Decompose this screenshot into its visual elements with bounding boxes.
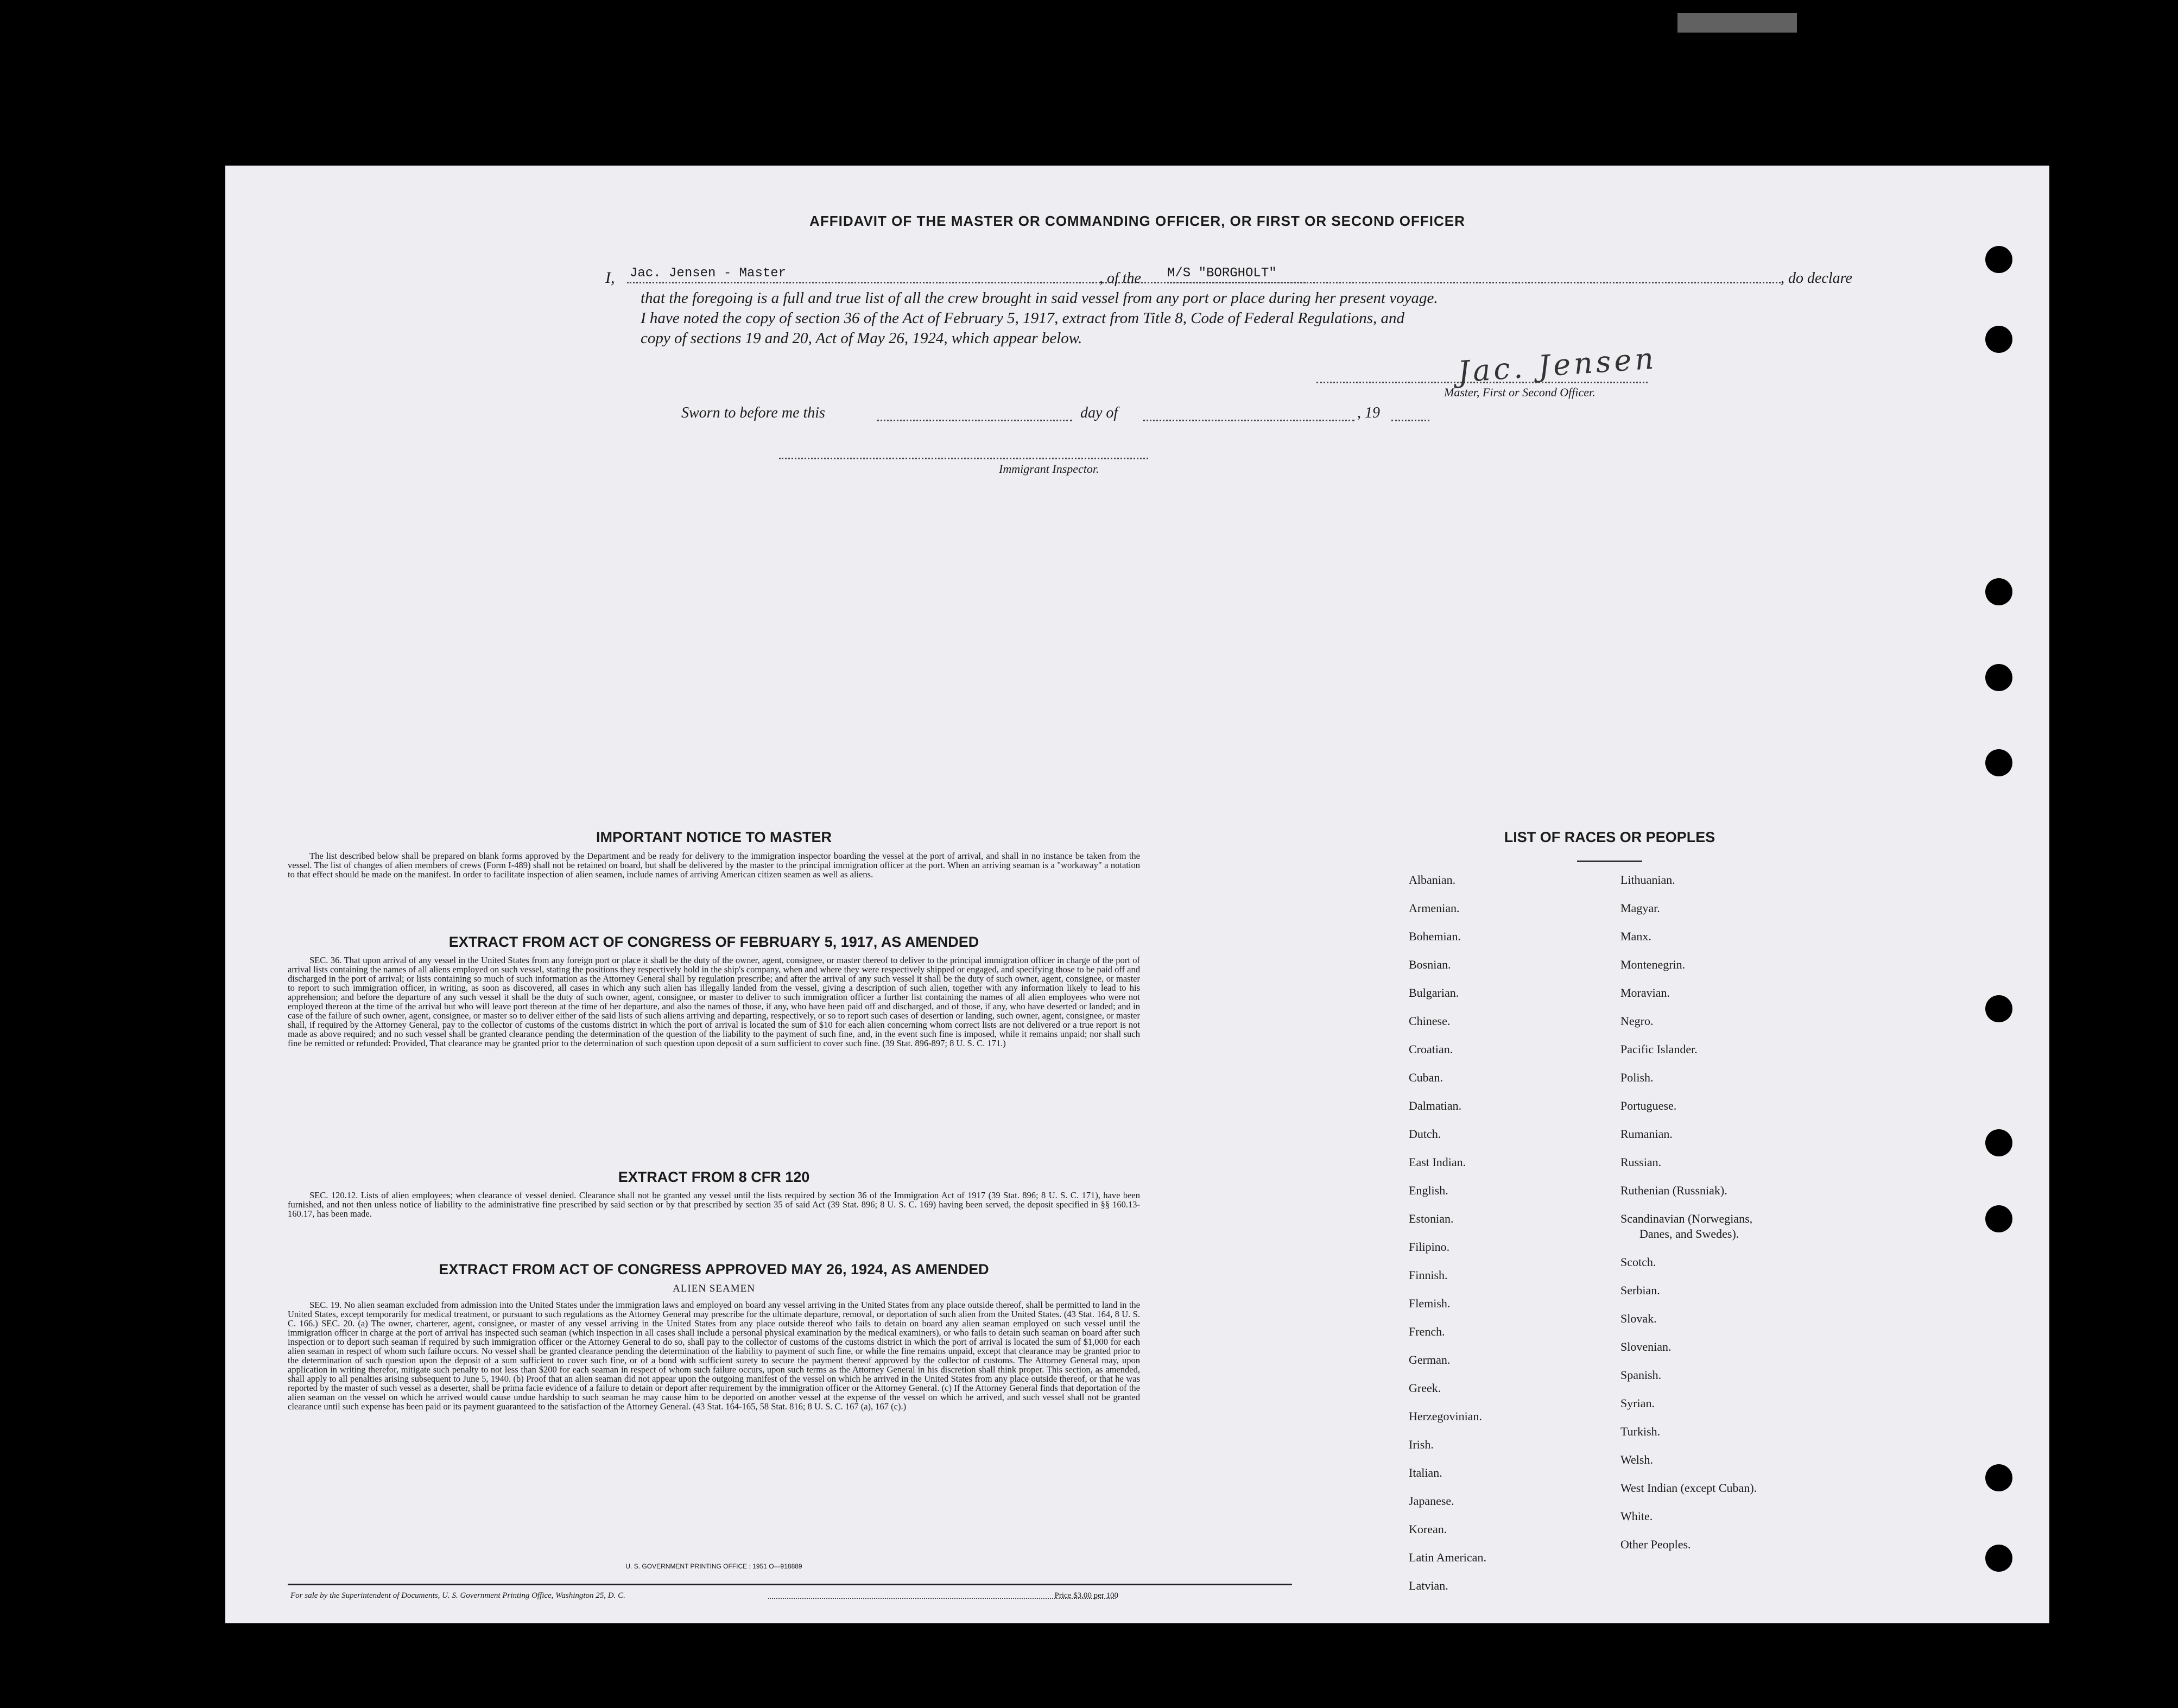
race-item: Polish. xyxy=(1620,1071,1654,1084)
day-of-label: day of xyxy=(1080,404,1118,421)
gpo-imprint: U. S. GOVERNMENT PRINTING OFFICE : 1951 O—918889 xyxy=(625,1562,802,1570)
extract-1924-subtitle: ALIEN SEAMEN xyxy=(673,1283,755,1294)
binder-hole xyxy=(1985,1545,2012,1572)
binder-hole xyxy=(1985,578,2012,605)
race-item: Manx. xyxy=(1620,929,1651,943)
sworn-year-line xyxy=(1391,420,1429,421)
binder-hole xyxy=(1985,246,2012,273)
binder-hole xyxy=(1985,1464,2012,1491)
race-item: White. xyxy=(1620,1509,1653,1523)
race-item: Slovenian. xyxy=(1620,1340,1672,1353)
race-item: Japanese. xyxy=(1409,1494,1454,1508)
extract-1924-text: SEC. 19. No alien seaman excluded from admission into the United States under the immigration laws and employed on board any vessel arriving in the United States from any place outside thereof, shall be permitted to land in the United States, except temporarily for medical treatment, or pursuant to such regulations as the Attorney General may prescribe for the ultimate departure, removal, or deportation of such alien from the United States. (43 Stat. 164, 8 U. S. C. 166.) SEC. 20. (a) The owner, charterer, agent, consignee, or master of any vessel arriving in the United States from any place outside thereof who fails to detain on board any alien seaman employed on such vessel until the immigration officer in charge at the port of arrival has inspected such seaman (which inspection in all cases shall include a personal physical examination by the medical examiners), or who fails to detain such seaman on board after such inspection or to deport such seaman if required by such immigration officer or the Attorney General to do so, shall pay to the collector of customs of the customs district in which the port of arrival is located the sum of $1,000 for each alien seaman in respect of whom such failure occurs. No vessel shall be granted clearance pending the determination of the liability to payment of such fine, or while the fine remains unpaid, except that clearance may be granted prior to the determination of such question upon the deposit of a sum sufficient to cover such fine, or of a bond with sufficient surety to secure the payment thereof approved by the collector of customs. The Attorney General may, upon application in writing therefor, mitigate such penalty to not less than $200 for each seaman in respect of whom such failure occurs, upon such terms as the Attorney General in his discretion shall think proper. This section, as amended, shall apply to all penalties arising subsequent to June 5, 1940. (b) Proof that an alien seaman did not appear upon the outgoing manifest of the vessel on which he arrived in the United States from any place outside thereof, or that he was reported by the master of such vessel as a deserter, shall be prima facie evidence of a failure to detain or deport after requirement by the immigration officer or the Attorney General. (c) If the Attorney General finds that deportation of the alien seaman on the vessel on which he arrived would cause undue hardship to such seaman he may cause him to be deported on another vessel at the expense of the vessel on which he arrived, and such vessel shall not be granted clearance until such expense has been paid or its payment guaranteed to the satisfaction of the Attorney General. (43 Stat. 164-165, 58 Stat. 816; 8 U. S. C. 167 (a), 167 (c).) xyxy=(288,1300,1140,1412)
race-item: Moravian. xyxy=(1620,986,1670,1000)
sworn-day-line xyxy=(877,420,1072,421)
race-item: Pacific Islander. xyxy=(1620,1042,1698,1056)
binder-hole xyxy=(1985,749,2012,776)
notice-title: IMPORTANT NOTICE TO MASTER xyxy=(596,829,832,845)
race-item: English. xyxy=(1409,1184,1448,1197)
race-item: Dutch. xyxy=(1409,1127,1441,1141)
race-item: Turkish. xyxy=(1620,1425,1661,1438)
document-page xyxy=(225,166,2049,1623)
race-item: Serbian. xyxy=(1620,1283,1660,1297)
sworn-month-line xyxy=(1143,420,1354,421)
master-name: Jac. Jensen - Master xyxy=(630,266,787,281)
for-sale-note: For sale by the Superintendent of Documents, U. S. Government Printing Office, Washington 25, D. C. xyxy=(290,1591,625,1600)
extract-8cfr-text: SEC. 120.12. Lists of alien employees; when clearance of vessel denied. Clearance shall not be granted any vessel until the lists required by section 36 of the Immigration Act of 1917 (39 Stat. 896; 8 U. S. C. 171), have been furnished, and not then unless notice of liability to the administrative fine prescribed by said section or by that prescribed by section 35 of said Act (39 Stat. 896; 8 U. S. C. 169) having been served, the deposit specified in §§ 160.13-160.17, has been made. xyxy=(288,1190,1140,1219)
race-item: West Indian (except Cuban). xyxy=(1620,1481,1757,1495)
binder-hole xyxy=(1985,1205,2012,1232)
binder-hole xyxy=(1985,1129,2012,1156)
race-item: Ruthenian (Russniak). xyxy=(1620,1184,1727,1197)
extract-8cfr-title: EXTRACT FROM 8 CFR 120 xyxy=(618,1169,810,1185)
race-item: Bulgarian. xyxy=(1409,986,1459,1000)
race-item: Armenian. xyxy=(1409,901,1460,915)
extract-1917-title: EXTRACT FROM ACT OF CONGRESS OF FEBRUARY 5, 1917, AS AMENDED xyxy=(448,934,979,950)
race-item: Danes, and Swedes). xyxy=(1639,1227,1739,1241)
race-item: Chinese. xyxy=(1409,1014,1451,1028)
scan-artifact xyxy=(1677,13,1797,33)
race-item: Dalmatian. xyxy=(1409,1099,1462,1112)
race-item: Croatian. xyxy=(1409,1042,1453,1056)
of-the-label: , of the xyxy=(1099,270,1141,287)
race-item: Albanian. xyxy=(1409,873,1456,887)
race-item: Filipino. xyxy=(1409,1240,1450,1254)
race-item: Spanish. xyxy=(1620,1368,1662,1382)
affidavit-i: I, xyxy=(605,269,615,287)
binder-hole xyxy=(1985,664,2012,691)
race-item: Portuguese. xyxy=(1620,1099,1677,1112)
race-item: Bosnian. xyxy=(1409,958,1451,971)
race-item: Welsh. xyxy=(1620,1453,1653,1466)
affidavit-title: AFFIDAVIT OF THE MASTER OR COMMANDING OFFICER, OR FIRST OR SECOND OFFICER xyxy=(809,213,1465,229)
price-note: Price $3.00 per 100 xyxy=(1054,1591,1118,1600)
race-item: Rumanian. xyxy=(1620,1127,1673,1141)
race-item: French. xyxy=(1409,1325,1445,1338)
race-item: Herzegovinian. xyxy=(1409,1409,1482,1423)
master-signature: Jac. Jensen xyxy=(1457,341,1658,389)
race-item: Bohemian. xyxy=(1409,929,1461,943)
binder-hole xyxy=(1985,995,2012,1022)
extract-1917-text: SEC. 36. That upon arrival of any vessel in the United States from any foreign port or place it shall be the duty of the owner, agent, consignee, or master thereof to deliver to the principal immigration officer in charge of the port of arrival lists containing the names of all aliens employed on such vessel, stating the positions they respectively hold in the ship's company, when and where they were respectively shipped or engaged, and specifying those to be paid off and discharged in the port of arrival; or lists containing so much of such information as the Attorney General shall by regulation prescribe; and after the arrival of any such vessel it shall be the duty of such owner, agent, consignee, or master to report to such immigration officer, in writing, as soon as discovered, all cases in which any such alien has illegally landed from the vessel, giving a description of such alien, together with any information likely to lead to his apprehension; and before the departure of any such vessel it shall be the duty of such owner, agent, consignee, or master to deliver to such immigration officer a further list containing the names of all alien employees who were not employed thereon at the time of the arrival but who will leave port thereon at the time of her departure, and also the names of those, if any, who have been paid off and discharged, and of those, if any, who have deserted or landed; and in case of the failure of such owner, agent, consignee, or master so to deliver either of the said lists of such aliens arriving and departing, respectively, or so to report such cases of desertion or landing, such owner, agent, consignee, or master shall, if required by the Attorney General, pay to the collector of customs of the customs district in which the port of arrival is located the sum of $10 for each alien concerning whom correct lists are not delivered or a true report is not made as above required; and no such vessel shall be granted clearance pending the determination of the question of the liability to the payment of such fine, and, in the event such fine is imposed, while it remains unpaid; nor shall such fine be remitted or refunded: Provided, That clearance may be granted prior to the determination of such question upon deposit of a sum sufficient to cover such fine. (39 Stat. 896-897; 8 U. S. C. 171.) xyxy=(288,955,1140,1048)
footer-rule xyxy=(288,1584,1292,1585)
race-item: Latin American. xyxy=(1409,1551,1486,1564)
affidavit-line-4: copy of sections 19 and 20, Act of May 26, 1924, which appear below. xyxy=(641,330,1082,347)
do-declare-label: , do declare xyxy=(1781,270,1852,287)
vessel-line xyxy=(1167,282,1781,283)
races-title: LIST OF RACES OR PEOPLES xyxy=(1504,829,1715,845)
race-item: East Indian. xyxy=(1409,1155,1466,1169)
extract-1924-title: EXTRACT FROM ACT OF CONGRESS APPROVED MAY 26, 1924, AS AMENDED xyxy=(439,1261,989,1277)
race-item: German. xyxy=(1409,1353,1451,1367)
race-item: Lithuanian. xyxy=(1620,873,1675,887)
race-item: Estonian. xyxy=(1409,1212,1454,1225)
vessel-name: M/S "BORGHOLT" xyxy=(1167,266,1277,281)
race-item: Slovak. xyxy=(1620,1312,1657,1325)
race-item: Syrian. xyxy=(1620,1396,1655,1410)
race-item: Montenegrin. xyxy=(1620,958,1686,971)
race-item: Other Peoples. xyxy=(1620,1538,1691,1551)
race-item: Latvian. xyxy=(1409,1579,1448,1592)
year-label: , 19 xyxy=(1357,404,1380,421)
master-label: Master, First or Second Officer. xyxy=(1444,385,1595,399)
races-title-rule xyxy=(1577,861,1642,862)
race-item: Irish. xyxy=(1409,1438,1434,1451)
race-item: Negro. xyxy=(1620,1014,1654,1028)
inspector-line xyxy=(779,458,1148,459)
race-item: Cuban. xyxy=(1409,1071,1443,1084)
race-item: Flemish. xyxy=(1409,1296,1451,1310)
affidavit-line-3: I have noted the copy of section 36 of the Act of February 5, 1917, extract from Title 8, Code of Federal Regulations, and xyxy=(641,309,1405,327)
inspector-label: Immigrant Inspector. xyxy=(999,462,1099,476)
race-item: Greek. xyxy=(1409,1381,1441,1395)
sworn-label: Sworn to before me this xyxy=(681,404,825,421)
affidavit-line-2: that the foregoing is a full and true list of all the crew brought in said vessel from any port or place during her present voyage. xyxy=(641,289,1438,307)
race-item: Finnish. xyxy=(1409,1268,1448,1282)
race-item: Magyar. xyxy=(1620,901,1660,915)
binder-hole xyxy=(1985,326,2012,353)
notice-text: The list described below shall be prepared on blank forms approved by the Department and be ready for delivery to the immigration inspector boarding the vessel at the port of arrival, and shall in no instance be taken from the vessel. The list of changes of alien members of crews (Form I-489) shall not be retained on board, but shall be delivered by the master to the principal immigration officer at the port. When an arriving seaman is a "workaway" a notation to that effect should be made on the manifest. In order to facilitate inspection of alien seamen, include names of arriving American citizen seamen as well as aliens. xyxy=(288,851,1140,880)
race-item: Korean. xyxy=(1409,1522,1447,1536)
race-item: Russian. xyxy=(1620,1155,1662,1169)
race-item: Italian. xyxy=(1409,1466,1442,1479)
race-item: Scotch. xyxy=(1620,1255,1656,1269)
race-item: Scandinavian (Norwegians, xyxy=(1620,1212,1753,1225)
